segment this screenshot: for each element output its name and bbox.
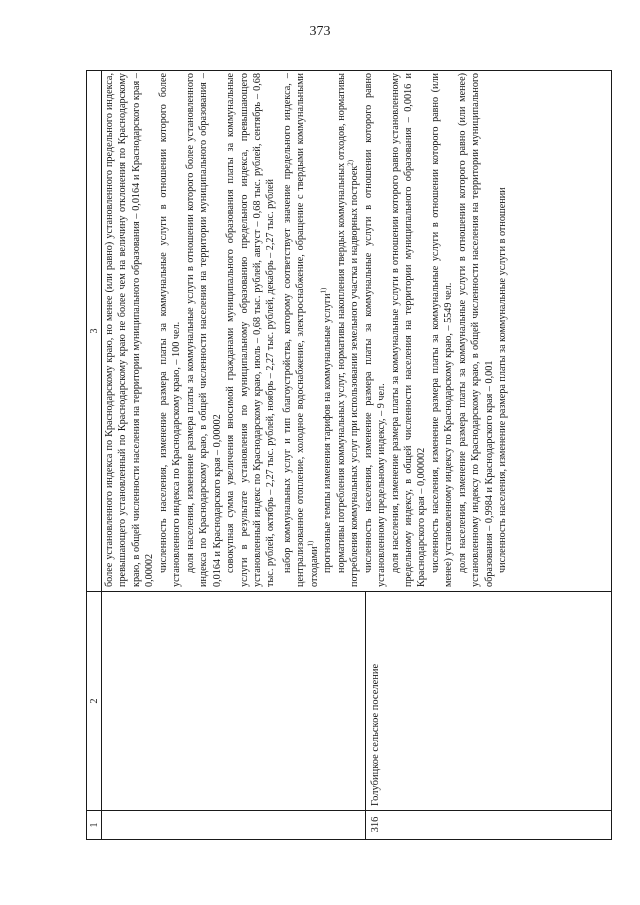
table-header-row xyxy=(86,70,102,840)
row-divider xyxy=(365,810,366,839)
description-paragraph: доля населения, изменение размера платы за коммунальные услуги в отношении которого более установленного индекса по Краснодарскому краю, в общей численности населения на территории муниципального образования – 0,0164 и Краснодарского края – 0,00002 xyxy=(184,73,223,587)
header-col-2: 2 xyxy=(87,591,101,810)
description-paragraph: численность населения, изменение размера платы за коммунальные услуги в отношении которого равно установленному предельному индексу, – 9 чел. xyxy=(362,73,388,587)
description-paragraph: численность населения, изменение размера платы за коммунальные услуги в отношении которого равно (или менее) установленному индексу по Краснодарскому краю, – 5549 чел. xyxy=(429,73,455,587)
column-divider xyxy=(101,810,611,811)
table-frame xyxy=(86,70,612,840)
description-paragraph: доля населения, изменение размера платы за коммунальные услуги в отношении которого равно (или менее) установленному индексу по Краснодарскому краю, в общей численности населения на территории муниципального образования – 0,9984 и Краснодарского края – 0,001 xyxy=(456,73,495,587)
footnote-mark: 1) xyxy=(319,287,328,294)
footnote-mark: 1) xyxy=(306,540,315,547)
description-paragraph: совокупная сумма увеличения вносимой гражданами муниципального образования платы за коммунальные услуги в результате установления по муниципальному образованию предельного индекса, превышающего установленный индекс по Краснодарскому краю, июль – 0,68 тыс. рублей, август – 0,68 тыс. рублей, сентябрь – 0,68 тыс. рублей, октябрь – 2,27 тыс. рублей, ноябрь – 2,27 тыс. рублей, декабрь – 2,27 тыс. рублей xyxy=(225,73,277,587)
header-col-1: 1 xyxy=(87,810,101,839)
description-column xyxy=(103,73,510,587)
description-paragraph: нормативы потребления коммунальных услуг, нормативы накопления твердых коммунальных отходов, нормативы потребления коммунальных услуг при использовании земельного участка и надворных построек$^{2)}$ xyxy=(335,73,361,587)
header-col-3: 3 xyxy=(88,328,100,334)
row-divider xyxy=(365,591,366,810)
description-paragraph: более установленного индекса по Краснодарскому краю, но менее (или равно) установленного предельного индекса, превышающего установленный по Краснодарскому краю не более чем на величину отклонения по Краснодарскому краю, в общей численности населения на территории муниципального образования – 0,0164 и Краснодарского края – 0,00002 xyxy=(104,73,156,587)
footnote-mark: 2) xyxy=(346,159,355,166)
page-number: 373 xyxy=(309,24,331,39)
settlement-name: Голубицкое сельское поселение xyxy=(370,663,381,806)
table-body xyxy=(101,70,612,840)
column-divider xyxy=(101,591,611,592)
description-paragraph: численность населения, изменение размера платы за коммунальные услуги в отношении которого более установленного индекса по Краснодарскому краю, – 100 чел. xyxy=(157,73,183,587)
description-paragraph: набор коммунальных услуг и тип благоустройства, которому соответствует значение предельного индекса, – централизованное отопление, холодное водоснабжение, электроснабжение, обращение с твердыми коммунальными отходами$^{1)}$ xyxy=(281,73,320,587)
description-paragraph: численность населения, изменение размера платы за коммунальные услуги в отношении xyxy=(497,187,509,573)
rotated-table xyxy=(86,70,612,840)
row-number: 316 xyxy=(370,816,381,833)
description-paragraph: прогнозные темпы изменения тарифов на коммунальные услуги$^{1)}$ xyxy=(319,287,334,573)
description-paragraph: доля населения, изменение размера платы за коммунальные услуги в отношении которого равно установленному предельному индексу, в общей численности населения на территории муниципального образования – 0,0016 и Краснодарского края – 0,000002 xyxy=(389,73,428,587)
